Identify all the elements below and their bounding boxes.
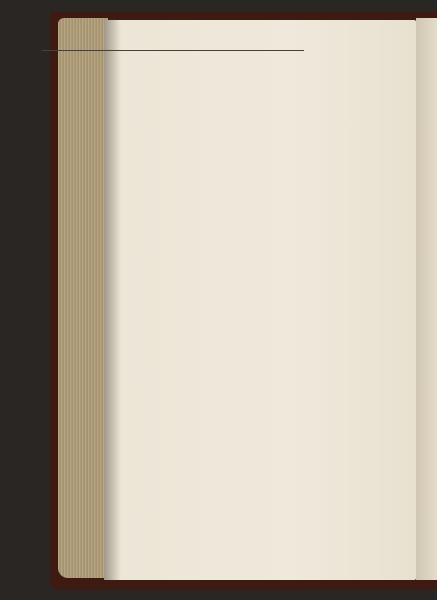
page-header	[42, 32, 304, 51]
page-edges	[58, 18, 108, 578]
spine-shadow	[104, 20, 120, 580]
book-page	[104, 20, 416, 580]
next-page-edge	[416, 18, 437, 580]
